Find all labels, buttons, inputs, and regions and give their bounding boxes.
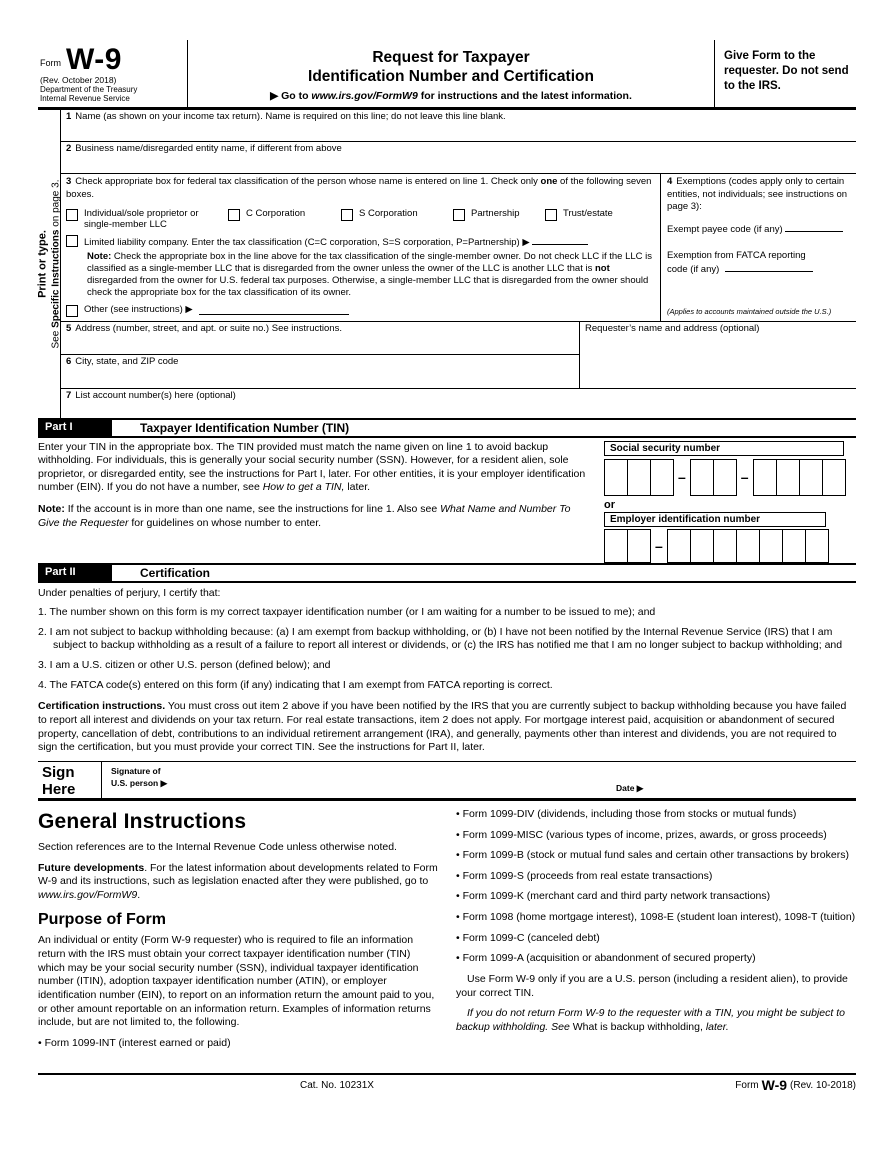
- applies-note: (Applies to accounts maintained outside the U.S.): [667, 306, 832, 316]
- form-id-block: [38, 40, 188, 107]
- ssn-digit-box[interactable]: [799, 459, 823, 496]
- field-column: [60, 110, 856, 417]
- part2-bar: [38, 565, 856, 583]
- date-label[interactable]: Date ▶: [616, 782, 644, 793]
- bullet-1099-k: • Form 1099-K (merchant card and third party network transactions): [456, 890, 856, 904]
- llc-note: Note: Check the appropriate box in the line above for the tax classification of the single-member owner. Do not check LLC if the LLC is classified as a single-member LLC that is disregarded from the owner unless the owner of the LLC is another LLC that is not disregarded from the owner for U.S. federal tax purposes. Otherwise, a single-member LLC that is disregarded from the owner should check the appropriate box for the tax classification of its owner.: [87, 250, 653, 299]
- other-input[interactable]: [199, 304, 349, 315]
- account-numbers-label: List account number(s) here (optional): [75, 389, 236, 401]
- business-name-label: Business name/disregarded entity name, if different from above: [75, 143, 342, 155]
- purpose-paragraph: An individual or entity (Form W-9 requester) who is required to file an information return with the IRS must obtain your correct taxpayer identification number (TIN) which may be your social security number (SSN), individual taxpayer identification number (ITIN), adoption taxpayer identification number (ATIN), or employer identification number (EIN), to report on an information return the amount paid to you, or other amount reportable on an information return. Examples of information returns include, but are not limited to, the following.: [38, 934, 435, 1029]
- ein-digit-box[interactable]: [759, 529, 783, 563]
- ssn-digit-box[interactable]: [627, 459, 651, 496]
- checkbox-square-icon[interactable]: [453, 209, 465, 221]
- exemptions-box: [660, 174, 856, 320]
- address-requester-rows: [61, 322, 856, 389]
- ssn-digit-box[interactable]: [776, 459, 800, 496]
- part1-body: [38, 438, 856, 565]
- checkbox-square-icon[interactable]: [66, 209, 78, 221]
- or-label: or: [604, 498, 615, 511]
- form-title-block: [188, 40, 714, 107]
- classification-label: 3 Check appropriate box for federal tax classification of the person whose name is entered on line 1. Check only one of the following seven boxes.: [66, 176, 652, 200]
- department-line: Department of the Treasury: [40, 85, 138, 94]
- field-city-state-zip[interactable]: 6 City, state, and ZIP code: [66, 355, 179, 367]
- certification-intro: Under penalties of perjury, I certify that:: [38, 586, 221, 599]
- field-grid: [38, 110, 856, 419]
- certification-item-3: 3. I am a U.S. citizen or other U.S. person (defined below); and: [38, 659, 331, 672]
- certification-item-4: 4. The FATCA code(s) entered on this form (if any) indicating that I am exempt from FATCA reporting is correct.: [38, 678, 553, 691]
- certification-item-2: 2. I am not subject to backup withholding because: (a) I am exempt from backup withholding, or (b) I have not been notified by the Internal Revenue Service (IRS) that I am subject to backup withholding as a result of a failure to report all interest or dividends, or (c) the IRS has notified me that I am no longer subject to backup withholding; and: [38, 625, 843, 652]
- form-number: W-9: [66, 43, 122, 76]
- address-label: Address (number, street, and apt. or suite no.) See instructions.: [75, 322, 342, 334]
- part2-title: Certification: [140, 565, 211, 580]
- general-instructions: [38, 801, 856, 1073]
- ein-digit-box[interactable]: [604, 529, 628, 563]
- checkbox-square-icon[interactable]: [341, 209, 353, 221]
- certification-item-1: 1. The number shown on this form is my correct taxpayer identification number (or I am waiting for a number to be issued to me); and: [38, 606, 656, 619]
- ssn-digit-box[interactable]: [650, 459, 674, 496]
- part2-body: [38, 583, 856, 755]
- checkbox-partnership[interactable]: Partnership: [453, 208, 545, 230]
- general-instructions-title: General Instructions: [38, 809, 247, 833]
- form-word: Form: [40, 58, 61, 68]
- footer-form-id: Form W-9 (Rev. 10-2018): [735, 1076, 856, 1093]
- ein-digit-box[interactable]: [627, 529, 651, 563]
- instructions-right-column: [456, 808, 856, 1073]
- ein-digit-box[interactable]: [782, 529, 806, 563]
- ssn-digit-box[interactable]: [604, 459, 628, 496]
- field-address[interactable]: 5 Address (number, street, and apt. or suite no.) See instructions.: [61, 322, 579, 355]
- checkbox-individual[interactable]: Individual/sole proprietor or single-member LLC: [66, 208, 228, 230]
- revision-date: (Rev. October 2018): [40, 75, 117, 85]
- ein-digit-box[interactable]: [690, 529, 714, 563]
- checkbox-square-icon[interactable]: [228, 209, 240, 221]
- section-references: Section references are to the Internal Revenue Code unless otherwise noted.: [38, 840, 397, 853]
- checkbox-c-corporation[interactable]: C Corporation: [228, 208, 341, 230]
- part1-title: Taxpayer Identification Number (TIN): [140, 420, 350, 435]
- ssn-digit-box[interactable]: [713, 459, 737, 496]
- ein-input-row: [604, 529, 856, 563]
- ssn-input-row: [604, 459, 856, 496]
- signature-input-area[interactable]: [542, 762, 616, 798]
- exemptions-label: 4 Exemptions (codes apply only to certain entities, not individuals; see instructions on page 3):: [667, 176, 848, 212]
- ein-digit-box[interactable]: [736, 529, 760, 563]
- llc-classification-input[interactable]: [532, 234, 588, 245]
- field-name[interactable]: 1 Name (as shown on your income tax return). Name is required on this line; do not leave this line blank.: [61, 110, 856, 142]
- field-classification-row: [61, 174, 856, 321]
- goto-instruction: ▶ Go to www.irs.gov/FormW9 for instructions and the latest information.: [270, 90, 632, 103]
- dash-separator: –: [678, 469, 686, 485]
- bullet-1099-c: • Form 1099-C (canceled debt): [456, 932, 856, 946]
- instructions-left-column: [38, 808, 438, 1073]
- exempt-payee-row: Exempt payee code (if any): [667, 222, 850, 236]
- dash-separator: –: [740, 469, 749, 485]
- bullet-1099-div: • Form 1099-DIV (dividends, including those from stocks or mutual funds): [456, 808, 856, 822]
- see-instructions-label: See Specific Instructions on page 3.: [50, 179, 62, 349]
- part2-label: Part II: [38, 565, 112, 581]
- checkbox-trust-estate[interactable]: Trust/estate: [545, 208, 613, 230]
- form-title: [192, 49, 710, 86]
- field-account-numbers[interactable]: 7 List account number(s) here (optional): [66, 389, 236, 401]
- name-field-label: Name (as shown on your income tax return). Name is required on this line; do not leave this line blank.: [75, 111, 506, 123]
- ein-digit-box[interactable]: [805, 529, 829, 563]
- part1-bar: [38, 420, 856, 438]
- part1-note: Note: If the account is in more than one name, see the instructions for line 1. Also see What Name and Number To Give the Requester for guidelines on whose number to enter.: [38, 503, 571, 529]
- give-form-note: Give Form to the requester. Do not send to the IRS.: [714, 40, 856, 107]
- bullet-1099-misc: • Form 1099-MISC (various types of income, prizes, awards, or gross proceeds): [456, 829, 856, 843]
- sign-here-label: Sign Here: [38, 762, 102, 798]
- part1-label: Part I: [38, 420, 112, 436]
- tin-entry-area: [598, 438, 856, 563]
- bullet-1098: • Form 1098 (home mortgage interest), 1098-E (student loan interest), 1098-T (tuition): [456, 911, 856, 925]
- classification-checkbox-row: [66, 208, 654, 230]
- bullet-1099-int: • Form 1099-INT (interest earned or paid): [38, 1037, 438, 1051]
- checkbox-square-icon[interactable]: [545, 209, 557, 221]
- signature-label: Signature of U.S. person ▶: [111, 765, 168, 788]
- ein-digit-box[interactable]: [667, 529, 691, 563]
- city-label: City, state, and ZIP code: [75, 355, 179, 367]
- irs-line: Internal Revenue Service: [40, 94, 130, 104]
- ssn-digit-box[interactable]: [822, 459, 846, 496]
- checkbox-other[interactable]: Other (see instructions) ▶: [66, 304, 654, 317]
- form-content: [38, 40, 856, 1091]
- catalog-number: Cat. No. 10231X: [300, 1079, 374, 1091]
- exempt-payee-input[interactable]: [785, 222, 843, 232]
- sign-here-row: [38, 761, 856, 801]
- ssn-digit-box[interactable]: [690, 459, 714, 496]
- ssn-label-box: Social security number: [604, 441, 844, 456]
- bullet-1099-b: • Form 1099-B (stock or mutual fund sales and certain other transactions by brokers): [456, 849, 856, 863]
- checkbox-square-icon[interactable]: [66, 305, 78, 317]
- backup-withholding-paragraph: If you do not return Form W-9 to the requester with a TIN, you might be subject to backup withholding. See What is backup withholding, later.: [456, 1007, 845, 1033]
- title-line-1: Request for Taxpayer: [372, 49, 530, 66]
- field-business-name[interactable]: 2 Business name/disregarded entity name, if different from above: [61, 142, 856, 174]
- part1-paragraph: Enter your TIN in the appropriate box. The TIN provided must match the name given on line 1 to avoid backup withholding. For individuals, this is generally your social security number (SSN). However, for a resident alien, sole proprietor, or disregarded entity, see the instructions for Part I, later. For other entities, it is your employer identification number (EIN). If you do not have a number, see How to get a TIN, later.: [38, 440, 586, 494]
- ssn-digit-box[interactable]: [753, 459, 777, 496]
- fatca-row: Exemption from FATCA reporting code (if any): [667, 250, 850, 277]
- title-line-2: Identification Number and Certification: [308, 67, 594, 85]
- print-or-type-sidebar: [38, 110, 60, 417]
- checkbox-s-corporation[interactable]: S Corporation: [341, 208, 453, 230]
- print-or-type-label: Print or type.: [36, 229, 49, 298]
- use-form-paragraph: Use Form W-9 only if you are a U.S. person (including a resident alien), to provide your correct TIN.: [456, 973, 848, 999]
- purpose-of-form-title: Purpose of Form: [38, 911, 167, 929]
- bullet-1099-a: • Form 1099-A (acquisition or abandonment of secured property): [456, 952, 856, 966]
- future-developments: Future developments. For the latest information about developments related to Form W-9 and its instructions, such as legislation enacted after they were published, go to www.irs.gov/FormW9.: [38, 861, 438, 901]
- irs-url: www.irs.gov/FormW9: [311, 90, 418, 103]
- requester-name-address-box[interactable]: Requester’s name and address (optional): [579, 322, 856, 388]
- ein-digit-box[interactable]: [713, 529, 737, 563]
- checkbox-llc[interactable]: Limited liability company. Enter the tax classification (C=C corporation, S=S corporation, P=Partnership) ▶: [66, 234, 654, 248]
- dash-separator: –: [655, 537, 663, 554]
- form-header: [38, 40, 856, 110]
- classification-block: [61, 174, 660, 320]
- ein-label-box: Employer identification number: [604, 512, 826, 527]
- bullet-1099-s: • Form 1099-S (proceeds from real estate transactions): [456, 870, 856, 884]
- checkbox-square-icon[interactable]: [66, 235, 78, 247]
- page-footer: [38, 1073, 856, 1091]
- fatca-code-input[interactable]: [725, 262, 813, 272]
- part1-text: [38, 438, 598, 563]
- arrow-icon: ▶: [270, 90, 279, 103]
- certification-instructions: Certification instructions. You must cross out item 2 above if you have been notified by the IRS that you are currently subject to backup withholding because you have failed to report all interest and dividends on your tax return. For real estate transactions, item 2 does not apply. For mortgage interest paid, acquisition or abandonment of secured property, cancellation of debt, contributions to an individual retirement arrangement (IRA), and generally, payments other than interest and dividends, you are not required to sign the certification, but you must provide your correct TIN. See the instructions for Part II, later.: [38, 700, 847, 754]
